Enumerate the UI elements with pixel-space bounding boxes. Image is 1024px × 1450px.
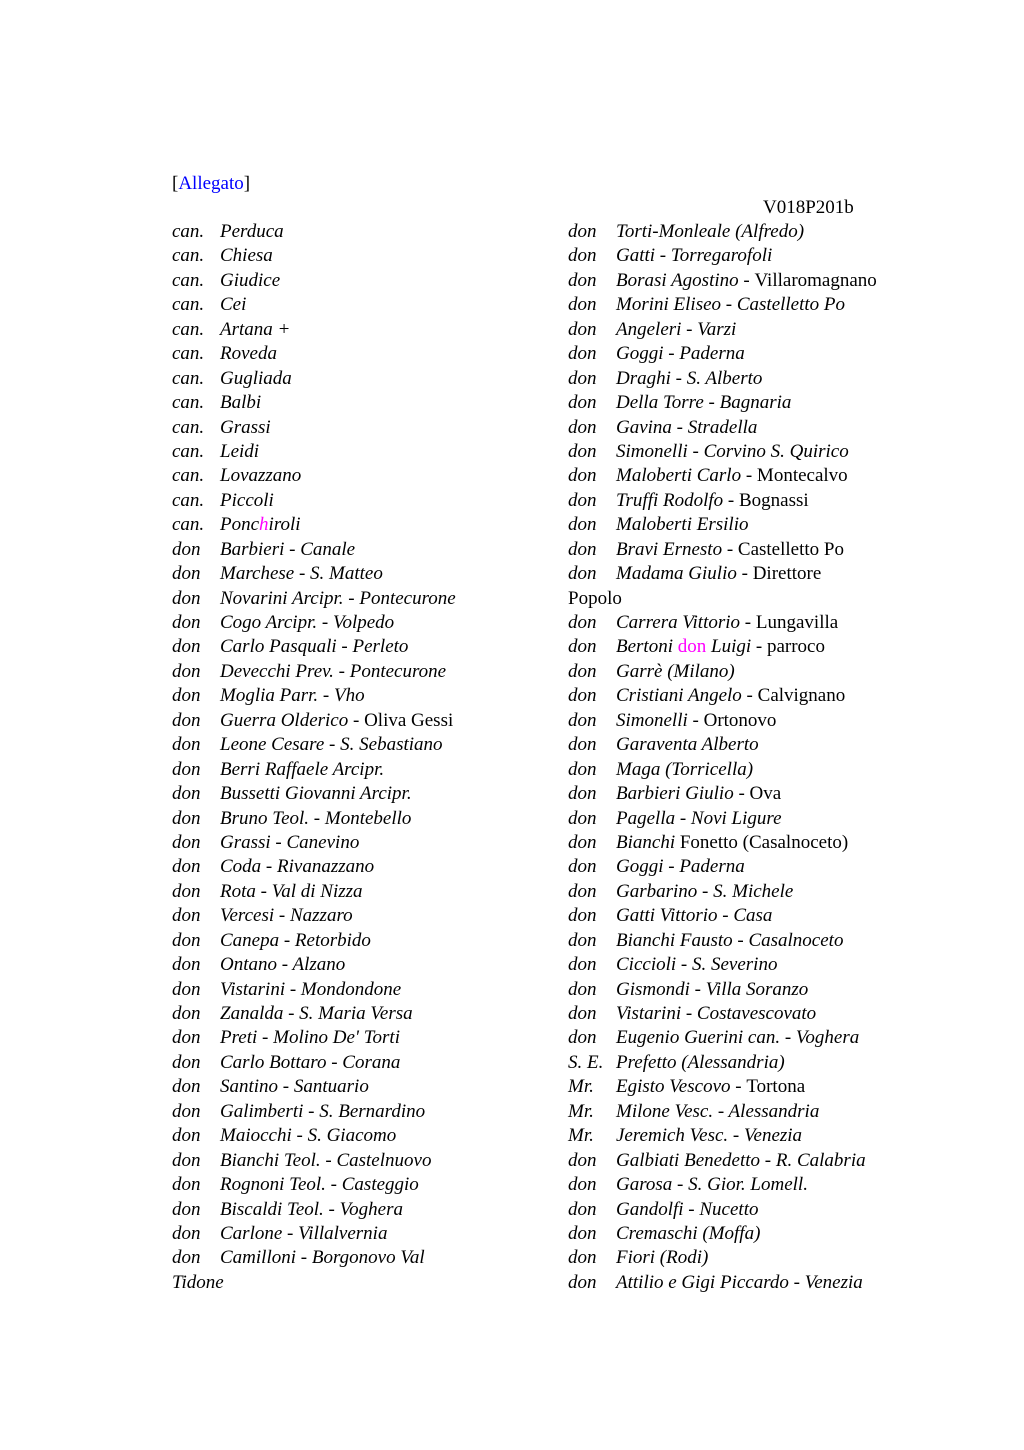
list-item (568, 1149, 877, 1173)
entry-title: don (172, 685, 201, 707)
list-item (568, 782, 877, 806)
entry-title: don (568, 636, 597, 658)
list-item (568, 880, 877, 904)
entry-name: Camilloni - Borgonovo Val (220, 1247, 425, 1269)
list-item (568, 464, 877, 488)
list-item (172, 293, 456, 317)
entry-continuation: Popolo (568, 587, 622, 609)
list-item (568, 855, 877, 879)
entry-title: can. (172, 416, 205, 438)
list-item (172, 1222, 456, 1246)
entry-title: don (568, 734, 597, 756)
entry-title: can. (172, 269, 205, 291)
entry-title: don (172, 538, 201, 560)
entry-name: Morini Eliseo - Castelletto Po (616, 294, 846, 316)
entry-name: Barbieri - Canale (220, 538, 356, 560)
entry-title: can. (172, 440, 205, 462)
entry-name: Gugliada (220, 367, 292, 389)
entry-title: don (568, 929, 597, 951)
list-item (172, 416, 456, 440)
entry-title: don (568, 1149, 597, 1171)
list-item (568, 709, 877, 733)
entry-name: Biscaldi Teol. - Voghera (220, 1198, 403, 1220)
entry-title: don (172, 880, 201, 902)
entry-name: Egisto Vescovo - (616, 1076, 747, 1098)
entry-name-rest: Luigi - (706, 636, 767, 658)
entry-title: don (568, 1174, 597, 1196)
entry-title: Mr. (568, 1100, 594, 1122)
entry-title: don (172, 807, 201, 829)
list-item (568, 1124, 877, 1148)
entry-name: Bianchi (616, 831, 680, 853)
list-item (568, 807, 877, 831)
list-item (568, 269, 877, 293)
list-item (172, 1198, 456, 1222)
entry-name: Gavina - Stradella (616, 416, 758, 438)
list-item (568, 831, 877, 855)
entry-title: don (172, 905, 201, 927)
entry-highlight: h (259, 514, 269, 536)
list-item (568, 562, 877, 586)
entry-title: don (568, 563, 597, 585)
entry-name: Goggi - Paderna (616, 343, 745, 365)
list-item (568, 440, 877, 464)
list-item (172, 1271, 456, 1295)
entry-title: don (568, 758, 597, 780)
entry-name: Maga (Torricella) (616, 758, 754, 780)
list-item (568, 513, 877, 537)
left-column (172, 220, 456, 1295)
entry-name: Milone Vesc. - Alessandria (616, 1100, 820, 1122)
entry-name: Carlone - Villalvernia (220, 1222, 388, 1244)
list-item (568, 953, 877, 977)
entry-place: Ova (749, 783, 782, 805)
entry-title: don (568, 660, 597, 682)
list-item (568, 1051, 877, 1075)
entry-name: Cremaschi (Moffa) (616, 1222, 761, 1244)
list-item (568, 1002, 877, 1026)
entry-name: Carlo Bottaro - Corana (220, 1051, 401, 1073)
entry-name: Grassi (220, 416, 271, 438)
entry-title: don (172, 1247, 201, 1269)
list-item (172, 1026, 456, 1050)
entry-title: don (568, 269, 597, 291)
list-item (172, 513, 456, 537)
list-item (172, 782, 456, 806)
list-item (568, 1222, 877, 1246)
list-item (172, 807, 456, 831)
list-item (172, 709, 456, 733)
entry-title: don (172, 831, 201, 853)
entry-name: Bertoni (616, 636, 678, 658)
entry-name: Preti - Molino De' Torti (220, 1027, 400, 1049)
entry-name: Torti-Monleale (Alfredo) (616, 221, 805, 242)
entry-name: Novarini Arcipr. - Pontecurone (220, 587, 456, 609)
list-item (172, 367, 456, 391)
entry-name: Garbarino - S. Michele (616, 880, 794, 902)
entry-title: can. (172, 343, 205, 365)
entry-place: Lungavilla (755, 612, 839, 633)
list-item (172, 269, 456, 293)
list-item (568, 611, 877, 635)
entry-name: Ponc (220, 514, 260, 536)
list-item (568, 1271, 877, 1295)
entry-title: don (568, 978, 597, 1000)
list-item (172, 489, 456, 513)
entry-title: don (568, 954, 597, 976)
entry-name: Gismondi - Villa Soranzo (616, 978, 809, 1000)
list-item (172, 1173, 456, 1197)
entry-title: don (568, 392, 597, 414)
entry-name: Roveda (220, 343, 277, 365)
entry-title: don (568, 465, 597, 487)
entry-title: don (172, 660, 201, 682)
entry-name: Truffi Rodolfo - (616, 489, 739, 511)
entry-name: Rognoni Teol. - Casteggio (220, 1174, 419, 1196)
entry-title: don (172, 734, 201, 756)
list-item (172, 611, 456, 635)
list-item (172, 1100, 456, 1124)
list-item (172, 1075, 456, 1099)
entry-title: don (568, 831, 597, 853)
entry-title: S. E. (568, 1051, 604, 1073)
entry-title: don (568, 1003, 597, 1024)
list-item (172, 220, 456, 244)
entry-place: parroco (766, 636, 825, 658)
entry-name: Giudice (220, 269, 281, 291)
entry-title: don (172, 1051, 201, 1073)
list-item (172, 758, 456, 782)
entry-name: Lovazzano (220, 465, 302, 487)
entry-name: Marchese - S. Matteo (220, 563, 383, 585)
entry-name: Balbi (220, 392, 262, 414)
entry-name: Simonelli - (616, 709, 704, 731)
list-item (568, 660, 877, 684)
entry-title: don (172, 978, 201, 1000)
entry-name: Gandolfi - Nucetto (616, 1198, 759, 1220)
entry-title: don (172, 563, 201, 585)
entry-title: can. (172, 514, 205, 536)
entry-name: Della Torre - Bagnaria (616, 392, 792, 414)
entry-name: Canepa - Retorbido (220, 929, 371, 951)
entry-title: Mr. (568, 1125, 594, 1147)
entry-title: don (568, 1271, 597, 1293)
list-item (172, 929, 456, 953)
entry-name: Bianchi Fausto - Casalnoceto (616, 929, 844, 951)
entry-title: don (172, 1027, 201, 1049)
allegato-link[interactable]: Allegato (178, 173, 244, 194)
entry-name: Rota - Val di Nizza (220, 880, 363, 902)
entry-title: don (172, 1222, 201, 1244)
entry-title: don (172, 783, 201, 805)
entry-title: can. (172, 489, 205, 511)
list-item (568, 904, 877, 928)
entry-name: Devecchi Prev. - Pontecurone (220, 660, 447, 682)
entry-title: can. (172, 465, 205, 487)
list-item (568, 587, 877, 611)
entry-name: Attilio e Gigi Piccardo - Venezia (616, 1271, 863, 1293)
entry-place: Montecalvo (756, 465, 848, 487)
entry-name: Galbiati Benedetto - R. Calabria (616, 1149, 866, 1171)
list-item (172, 831, 456, 855)
entry-name: Gatti Vittorio - Casa (616, 905, 773, 927)
entry-name: Cristiani Angelo - (616, 685, 758, 707)
list-item (172, 562, 456, 586)
list-item (568, 758, 877, 782)
entry-title: don (568, 318, 597, 340)
entry-highlight: don (677, 636, 707, 658)
entry-title: don (568, 440, 597, 462)
entry-name: Moglia Parr. - Vho (220, 685, 365, 707)
list-item (568, 416, 877, 440)
entry-title: don (172, 1076, 201, 1098)
list-item (172, 904, 456, 928)
entry-name: Vistarini - Mondondone (220, 978, 402, 1000)
list-item (172, 318, 456, 342)
list-item (568, 367, 877, 391)
list-item (568, 293, 877, 317)
entry-title: don (568, 1247, 597, 1269)
entry-name: Garosa - S. Gior. Lomell. (616, 1174, 808, 1196)
list-item (568, 1173, 877, 1197)
list-item (568, 489, 877, 513)
entry-name: Fiori (Rodi) (616, 1247, 709, 1269)
entry-title: don (172, 1149, 201, 1171)
entry-name: Bravi Ernesto - (616, 538, 738, 560)
entry-name: Eugenio Guerini can. - Voghera (616, 1027, 860, 1049)
list-item (568, 538, 877, 562)
entry-name: Chiesa (220, 245, 273, 267)
list-item (172, 342, 456, 366)
entry-title: don (172, 1100, 201, 1122)
entry-place: Castelletto Po (737, 538, 844, 560)
entry-title: don (172, 1198, 201, 1220)
entry-title: don (172, 954, 201, 976)
entry-continuation: Tidone (172, 1271, 224, 1293)
entry-name: Draghi - S. Alberto (616, 367, 763, 389)
list-item (568, 342, 877, 366)
entry-title: don (568, 245, 597, 267)
entry-name: Angeleri - Varzi (616, 318, 737, 340)
list-item (568, 684, 877, 708)
entry-title: Mr. (568, 1076, 594, 1098)
entry-name: Artana + (220, 318, 291, 340)
entry-name: Carrera Vittorio - (616, 612, 756, 633)
list-item (172, 538, 456, 562)
entry-name: Perduca (220, 221, 284, 242)
entry-name: Leidi (220, 440, 260, 462)
right-column (568, 220, 877, 1295)
entry-place: Tortona (746, 1076, 806, 1098)
entry-title: don (172, 1003, 201, 1024)
entry-name: Leone Cesare - S. Sebastiano (220, 734, 443, 756)
entry-name: Berri Raffaele Arcipr. (220, 758, 385, 780)
entry-title: can. (172, 392, 205, 414)
list-item (172, 587, 456, 611)
entry-name: Barbieri Giulio - (616, 783, 750, 805)
entry-name: Garaventa Alberto (616, 734, 759, 756)
list-item (172, 1124, 456, 1148)
entry-name: Santino - Santuario (220, 1076, 369, 1098)
entry-place: Calvignano (757, 685, 846, 707)
entry-name: Maiocchi - S. Giacomo (220, 1125, 397, 1147)
entry-name: Goggi - Paderna (616, 856, 745, 878)
entry-name: Jeremich Vesc. - Venezia (616, 1125, 803, 1147)
list-item (172, 440, 456, 464)
document-code: V018P201b (763, 197, 854, 218)
entry-place: Fonetto (Casalnoceto) (679, 831, 849, 853)
list-item (172, 244, 456, 268)
entry-title: don (172, 1174, 201, 1196)
entry-name: Galimberti - S. Bernardino (220, 1100, 426, 1122)
entry-title: don (568, 856, 597, 878)
list-item (172, 391, 456, 415)
entry-name: Vistarini - Costavescovato (616, 1003, 817, 1024)
entry-title: don (568, 489, 597, 511)
list-item (568, 220, 877, 244)
entry-name: Guerra Olderico - (220, 709, 365, 731)
entry-name: Grassi - Canevino (220, 831, 360, 853)
entry-title: don (568, 221, 597, 242)
entry-title: can. (172, 294, 205, 316)
list-item (568, 929, 877, 953)
entry-title: don (172, 612, 201, 633)
list-item (568, 318, 877, 342)
entry-title: don (172, 929, 201, 951)
entry-title: don (568, 709, 597, 731)
list-item (172, 464, 456, 488)
entry-title: don (568, 1198, 597, 1220)
entry-place: Ortonovo (703, 709, 777, 731)
entry-place: Bognassi (739, 489, 809, 511)
entry-name: Cei (220, 294, 247, 316)
entry-name: Bruno Teol. - Montebello (220, 807, 412, 829)
list-item (568, 1075, 877, 1099)
entry-title: don (568, 294, 597, 316)
entry-name: Piccoli (220, 489, 274, 511)
entry-title: don (568, 685, 597, 707)
allegato-heading (172, 172, 250, 196)
entry-title: can. (172, 367, 205, 389)
entry-title: don (568, 880, 597, 902)
list-item (172, 684, 456, 708)
entry-name: Madama Giulio - (616, 563, 753, 585)
entry-name: Maloberti Carlo - (616, 465, 757, 487)
entry-title: don (568, 807, 597, 829)
entry-name: Maloberti Ersilio (616, 514, 749, 536)
list-item (172, 733, 456, 757)
entry-name-rest: iroli (268, 514, 301, 536)
entry-title: don (568, 514, 597, 536)
entry-title: don (568, 612, 597, 633)
entry-name: Cogo Arcipr. - Volpedo (220, 612, 395, 633)
entry-title: don (172, 1125, 201, 1147)
entry-title: can. (172, 221, 205, 242)
bracket-close: ] (243, 173, 251, 194)
entry-title: don (568, 367, 597, 389)
list-item (568, 635, 877, 659)
entry-name: Borasi Agostino - (616, 269, 755, 291)
list-item (568, 1100, 877, 1124)
list-item (568, 733, 877, 757)
entry-title: can. (172, 245, 205, 267)
entry-place: Villaromagnano (754, 269, 877, 291)
entry-title: don (568, 905, 597, 927)
entry-name: Bianchi Teol. - Castelnuovo (220, 1149, 432, 1171)
entry-name: Pagella - Novi Ligure (616, 807, 782, 829)
list-item (172, 1149, 456, 1173)
list-item (568, 391, 877, 415)
list-item (568, 1198, 877, 1222)
list-item (568, 1026, 877, 1050)
entry-title: don (172, 709, 201, 731)
list-item (172, 953, 456, 977)
entry-title: don (172, 758, 201, 780)
list-item (172, 880, 456, 904)
entry-name: Gatti - Torregarofoli (616, 245, 773, 267)
list-item (172, 1051, 456, 1075)
list-item (568, 244, 877, 268)
entry-name: Ontano - Alzano (220, 954, 346, 976)
entry-name: Vercesi - Nazzaro (220, 905, 353, 927)
entry-title: don (568, 343, 597, 365)
entry-title: don (568, 1222, 597, 1244)
entry-title: don (172, 636, 201, 658)
entry-name: Simonelli - Corvino S. Quirico (616, 440, 849, 462)
entry-name: Coda - Rivanazzano (220, 856, 375, 878)
entry-title: don (172, 856, 201, 878)
entry-title: can. (172, 318, 205, 340)
entry-place: Oliva Gessi (364, 709, 454, 731)
entry-title: don (172, 587, 201, 609)
entry-name: Zanalda - S. Maria Versa (220, 1003, 413, 1024)
entry-place: Direttore (752, 563, 822, 585)
list-item (568, 978, 877, 1002)
list-item (172, 660, 456, 684)
entry-name: Prefetto (Alessandria) (616, 1051, 785, 1073)
list-item (172, 978, 456, 1002)
entry-name: Ciccioli - S. Severino (616, 954, 778, 976)
list-item (568, 1246, 877, 1270)
entry-title: don (568, 783, 597, 805)
list-item (172, 635, 456, 659)
bracket-open: [ (172, 173, 179, 194)
list-item (172, 1002, 456, 1026)
entry-title: don (568, 538, 597, 560)
list-item (172, 1246, 456, 1270)
entry-name: Bussetti Giovanni Arcipr. (220, 783, 412, 805)
entry-name: Garrè (Milano) (616, 660, 735, 682)
entry-title: don (568, 1027, 597, 1049)
entry-name: Carlo Pasquali - Perleto (220, 636, 409, 658)
list-item (172, 855, 456, 879)
entry-title: don (568, 416, 597, 438)
